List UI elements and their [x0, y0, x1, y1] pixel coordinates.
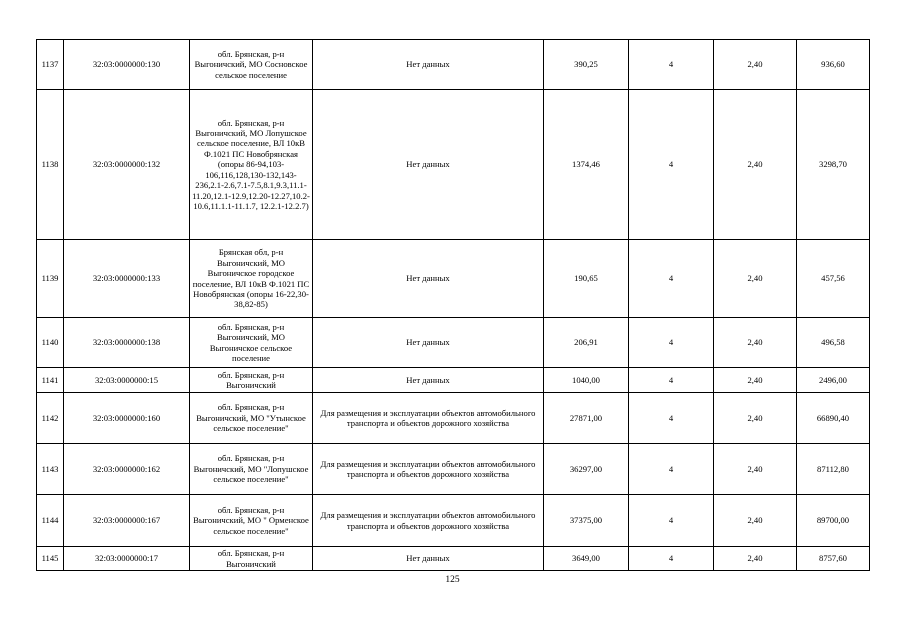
table-body [37, 40, 870, 571]
address-cell: Брянская обл, р-н Выгоничский, МО Выгоничское городское поселение, ВЛ 10кВ Ф.1021 ПС Новобрянская (опоры 16-22,30-38,82-85) [190, 240, 313, 318]
permitted-use-cell: Нет данных [313, 368, 544, 393]
total-cell: 66890,40 [797, 393, 870, 444]
total-cell: 2496,00 [797, 368, 870, 393]
area-cell: 36297,00 [544, 444, 629, 495]
area-cell: 206,91 [544, 318, 629, 368]
address-cell: обл. Брянская, р-н Выгоничский, МО Выгоничское сельское поселение [190, 318, 313, 368]
value-cell: 4 [629, 393, 714, 444]
cadastral-number: 32:03:0000000:130 [64, 40, 190, 90]
cadastral-number: 32:03:0000000:138 [64, 318, 190, 368]
address-cell: обл. Брянская, р-н Выгоничский, МО "Утынское сельское поселение" [190, 393, 313, 444]
row-number: 1145 [37, 547, 64, 571]
table-row [37, 318, 870, 368]
total-cell: 8757,60 [797, 547, 870, 571]
address-cell: обл. Брянская, р-н Выгоничский, МО " Орменское сельское поселение" [190, 495, 313, 547]
table-row [37, 547, 870, 571]
table-row [37, 495, 870, 547]
total-cell: 87112,80 [797, 444, 870, 495]
permitted-use-cell: Для размещения и эксплуатации объектов автомобильного транспорта и объектов дорожного хозяйства [313, 393, 544, 444]
value-cell: 4 [629, 495, 714, 547]
permitted-use-cell: Для размещения и эксплуатации объектов автомобильного транспорта и объектов дорожного хозяйства [313, 444, 544, 495]
cadastral-number: 32:03:0000000:167 [64, 495, 190, 547]
value-cell: 4 [629, 318, 714, 368]
total-cell: 457,56 [797, 240, 870, 318]
area-cell: 37375,00 [544, 495, 629, 547]
rate-cell: 2,40 [714, 393, 797, 444]
table-row [37, 444, 870, 495]
land-plot-table [36, 39, 870, 571]
rate-cell: 2,40 [714, 90, 797, 240]
value-cell: 4 [629, 90, 714, 240]
address-cell: обл. Брянская, р-н Выгоничский, МО "Лопушское сельское поселение" [190, 444, 313, 495]
table-row [37, 393, 870, 444]
table-row [37, 90, 870, 240]
table-row [37, 240, 870, 318]
cadastral-number: 32:03:0000000:162 [64, 444, 190, 495]
row-number: 1144 [37, 495, 64, 547]
cadastral-number: 32:03:0000000:133 [64, 240, 190, 318]
value-cell: 4 [629, 547, 714, 571]
area-cell: 190,65 [544, 240, 629, 318]
rate-cell: 2,40 [714, 444, 797, 495]
total-cell: 89700,00 [797, 495, 870, 547]
row-number: 1140 [37, 318, 64, 368]
rate-cell: 2,40 [714, 368, 797, 393]
table-row [37, 368, 870, 393]
total-cell: 936,60 [797, 40, 870, 90]
value-cell: 4 [629, 444, 714, 495]
row-number: 1139 [37, 240, 64, 318]
row-number: 1143 [37, 444, 64, 495]
rate-cell: 2,40 [714, 240, 797, 318]
area-cell: 27871,00 [544, 393, 629, 444]
address-cell: обл. Брянская, р-н Выгоничский [190, 547, 313, 571]
address-cell: обл. Брянская, р-н Выгоничский, МО Лопушское сельское поселение, ВЛ 10кВ Ф.1021 ПС Новобрянская (опоры 86-94,103-106,116,128,130-132,143-236,2.1-2.6,7.1-7.5,8.1,9.3,11.1-11.20,12.1-12.9,12.20-12.27,10.2-10.6,11.1.1-11.1.7, 12.2.1-12.2.7) [190, 90, 313, 240]
table-row [37, 40, 870, 90]
permitted-use-cell: Нет данных [313, 318, 544, 368]
area-cell: 3649,00 [544, 547, 629, 571]
total-cell: 3298,70 [797, 90, 870, 240]
rate-cell: 2,40 [714, 40, 797, 90]
permitted-use-cell: Для размещения и эксплуатации объектов автомобильного транспорта и объектов дорожного хозяйства [313, 495, 544, 547]
address-cell: обл. Брянская, р-н Выгоничский [190, 368, 313, 393]
area-cell: 1374,46 [544, 90, 629, 240]
page-number: 125 [445, 575, 460, 585]
area-cell: 390,25 [544, 40, 629, 90]
rate-cell: 2,40 [714, 495, 797, 547]
address-cell: обл. Брянская, р-н Выгоничский, МО Сосновское сельское поселение [190, 40, 313, 90]
permitted-use-cell: Нет данных [313, 240, 544, 318]
cadastral-number: 32:03:0000000:160 [64, 393, 190, 444]
row-number: 1141 [37, 368, 64, 393]
total-cell: 496,58 [797, 318, 870, 368]
row-number: 1137 [37, 40, 64, 90]
cadastral-number: 32:03:0000000:132 [64, 90, 190, 240]
permitted-use-cell: Нет данных [313, 547, 544, 571]
value-cell: 4 [629, 40, 714, 90]
value-cell: 4 [629, 368, 714, 393]
permitted-use-cell: Нет данных [313, 40, 544, 90]
cadastral-number: 32:03:0000000:15 [64, 368, 190, 393]
rate-cell: 2,40 [714, 318, 797, 368]
row-number: 1138 [37, 90, 64, 240]
area-cell: 1040,00 [544, 368, 629, 393]
permitted-use-cell: Нет данных [313, 90, 544, 240]
value-cell: 4 [629, 240, 714, 318]
row-number: 1142 [37, 393, 64, 444]
cadastral-number: 32:03:0000000:17 [64, 547, 190, 571]
rate-cell: 2,40 [714, 547, 797, 571]
